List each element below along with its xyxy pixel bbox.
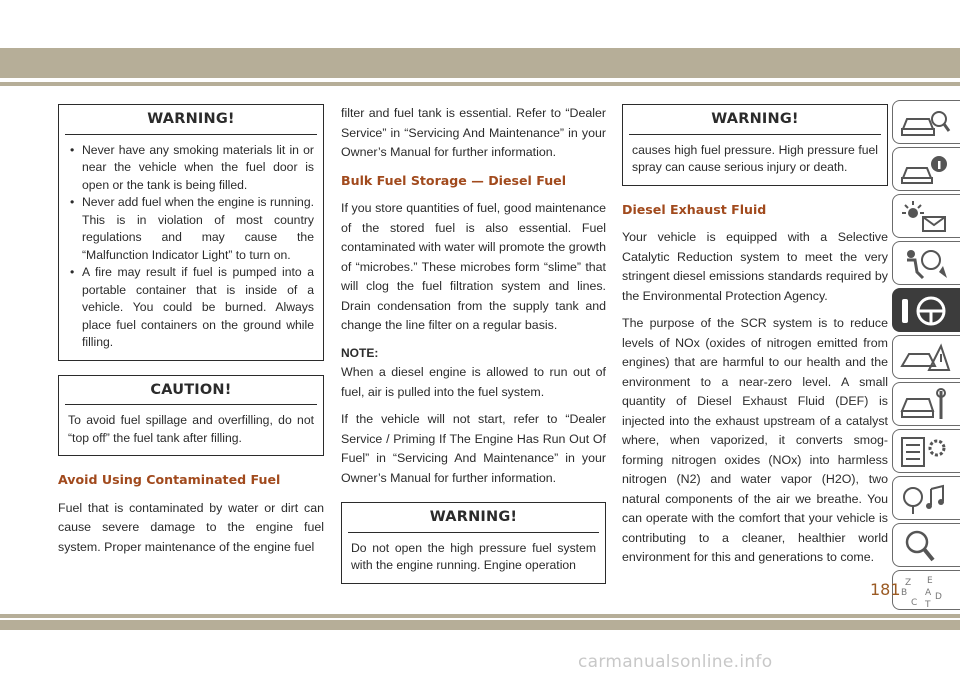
alphabet-index-icon (899, 575, 951, 609)
warning-body: causes high fuel pressure. High pressure fuel spray can cause serious injury or death. (632, 142, 878, 174)
svg-text:D: D (935, 592, 942, 602)
warning-box-continued (622, 104, 888, 186)
svg-text:E: E (927, 576, 933, 586)
warning-body: Do not open the high pressure fuel system with the engine running. Engine operation (351, 540, 596, 572)
heading-diesel-exhaust-fluid: Diesel Exhaust Fluid (622, 201, 767, 217)
paragraph: filter and fuel tank is essential. Refer to “Dealer Service” in “Servicing And Maintenance” in your Owner’s Manual for further information. (341, 106, 606, 159)
paragraph: If the vehicle will not start, refer to “Dealer Service / Priming If The Engine Has Run Out Of Fuel” in “Servicing And Maintenance” in your Owner’s Manual for further information. (341, 412, 606, 485)
warning-body (59, 135, 323, 360)
tab-starting-operating[interactable] (892, 288, 960, 332)
column-3 (622, 104, 888, 576)
tab-search[interactable] (892, 523, 960, 567)
warning-item: • Never have any smoking materials lit in or near the vehicle when the fuel door is open or the tank is being filled. (68, 142, 314, 195)
caution-body: To avoid fuel spillage and overfilling, do not “top off” the fuel tank after filling. (68, 413, 314, 445)
tab-warning-lights[interactable] (892, 194, 960, 238)
paragraph: Fuel that is contaminated by water or dirt can cause severe damage to the engine fuel system. Proper maintenance of the engine fuel (58, 500, 324, 554)
car-info-icon (899, 152, 951, 188)
footer-watermark: carmanualsonline.info (578, 652, 773, 672)
top-band-line (0, 82, 960, 86)
car-search-icon (899, 105, 951, 141)
warning-item: • A fire may result if fuel is pumped into a portable container that is inside of a vehicle. You could be burned. Always place fuel containers on the ground while filling. (68, 264, 314, 352)
tab-technical-specs[interactable] (892, 429, 960, 473)
svg-text:T: T (925, 600, 931, 609)
paragraph: The purpose of the SCR system is to reduce levels of NOx (oxides of nitrogen emitted from engines) that are harmful to our health and the environment to a near-zero level. A small quantity of Diesel Exhaust Fluid (DEF) is injected into the exhaust upstream of a catalyst where, when vaporized, it converts smog-forming nitrogen oxides (NOx) into harmless nitrogen (N2) and water vapor (H2O), two natural components of the air we breathe. You can operate with the comfort that your vehicle is contributing to a cleaner, healthier world environment for this and generations to come. (622, 316, 888, 564)
tab-servicing[interactable] (892, 382, 960, 426)
warning-title: WARNING! (147, 111, 235, 127)
warning-box-high-pressure (341, 502, 606, 584)
caution-box (58, 375, 324, 457)
magnifier-icon (899, 528, 951, 564)
heading-contaminated-fuel: Avoid Using Contaminated Fuel (58, 472, 281, 487)
column-1 (58, 104, 324, 565)
paragraph: If you store quantities of fuel, good maintenance of the stored fuel is also essential. Fuel contaminated with water will promote the growth of “microbes.” These microbes form “slime” that will clog the fuel filtration system and lines. Drain condensation from the supply tank and change the line filter on a regular basis. (341, 201, 606, 332)
svg-text:A: A (925, 588, 932, 598)
column-2 (341, 104, 606, 598)
bottom-band (0, 620, 960, 630)
tab-index[interactable] (892, 570, 960, 610)
tab-car-info[interactable] (892, 147, 960, 191)
tab-emergency[interactable] (892, 335, 960, 379)
warning-light-icon (899, 199, 951, 235)
bottom-band-line (0, 614, 960, 618)
top-band (0, 48, 960, 78)
airbag-person-icon (899, 246, 951, 282)
warning-box-smoking (58, 104, 324, 361)
warning-item: • Never add fuel when the engine is running. This is in violation of most country regulations and may cause the “Malfunction Indicator Light” to turn on. (68, 194, 314, 264)
paragraph: Your vehicle is equipped with a Selective Catalytic Reduction system to meet the very stringent diesel emissions standards required by the Environmental Protection Agency. (622, 230, 888, 303)
svg-text:Z: Z (905, 578, 912, 588)
warning-title: WARNING! (429, 509, 518, 525)
note-text: When a diesel engine is allowed to run out of fuel, air is pulled into the fuel system. (341, 365, 606, 399)
svg-text:B: B (901, 588, 908, 598)
tab-airbag-safety[interactable] (892, 241, 960, 285)
svg-text:C: C (911, 598, 918, 608)
car-crash-icon (899, 340, 951, 376)
tab-car-search[interactable] (892, 100, 960, 144)
media-location-icon (899, 481, 951, 517)
note-label: NOTE: (341, 345, 379, 360)
specs-gear-icon (899, 434, 951, 470)
tab-multimedia[interactable] (892, 476, 960, 520)
heading-bulk-fuel-storage: Bulk Fuel Storage — Diesel Fuel (341, 172, 567, 188)
steering-wheel-icon (899, 293, 951, 329)
warning-title: WARNING! (711, 111, 799, 127)
car-wrench-icon (899, 387, 951, 423)
page-number: 181 (870, 580, 901, 599)
caution-title: CAUTION! (150, 381, 232, 398)
